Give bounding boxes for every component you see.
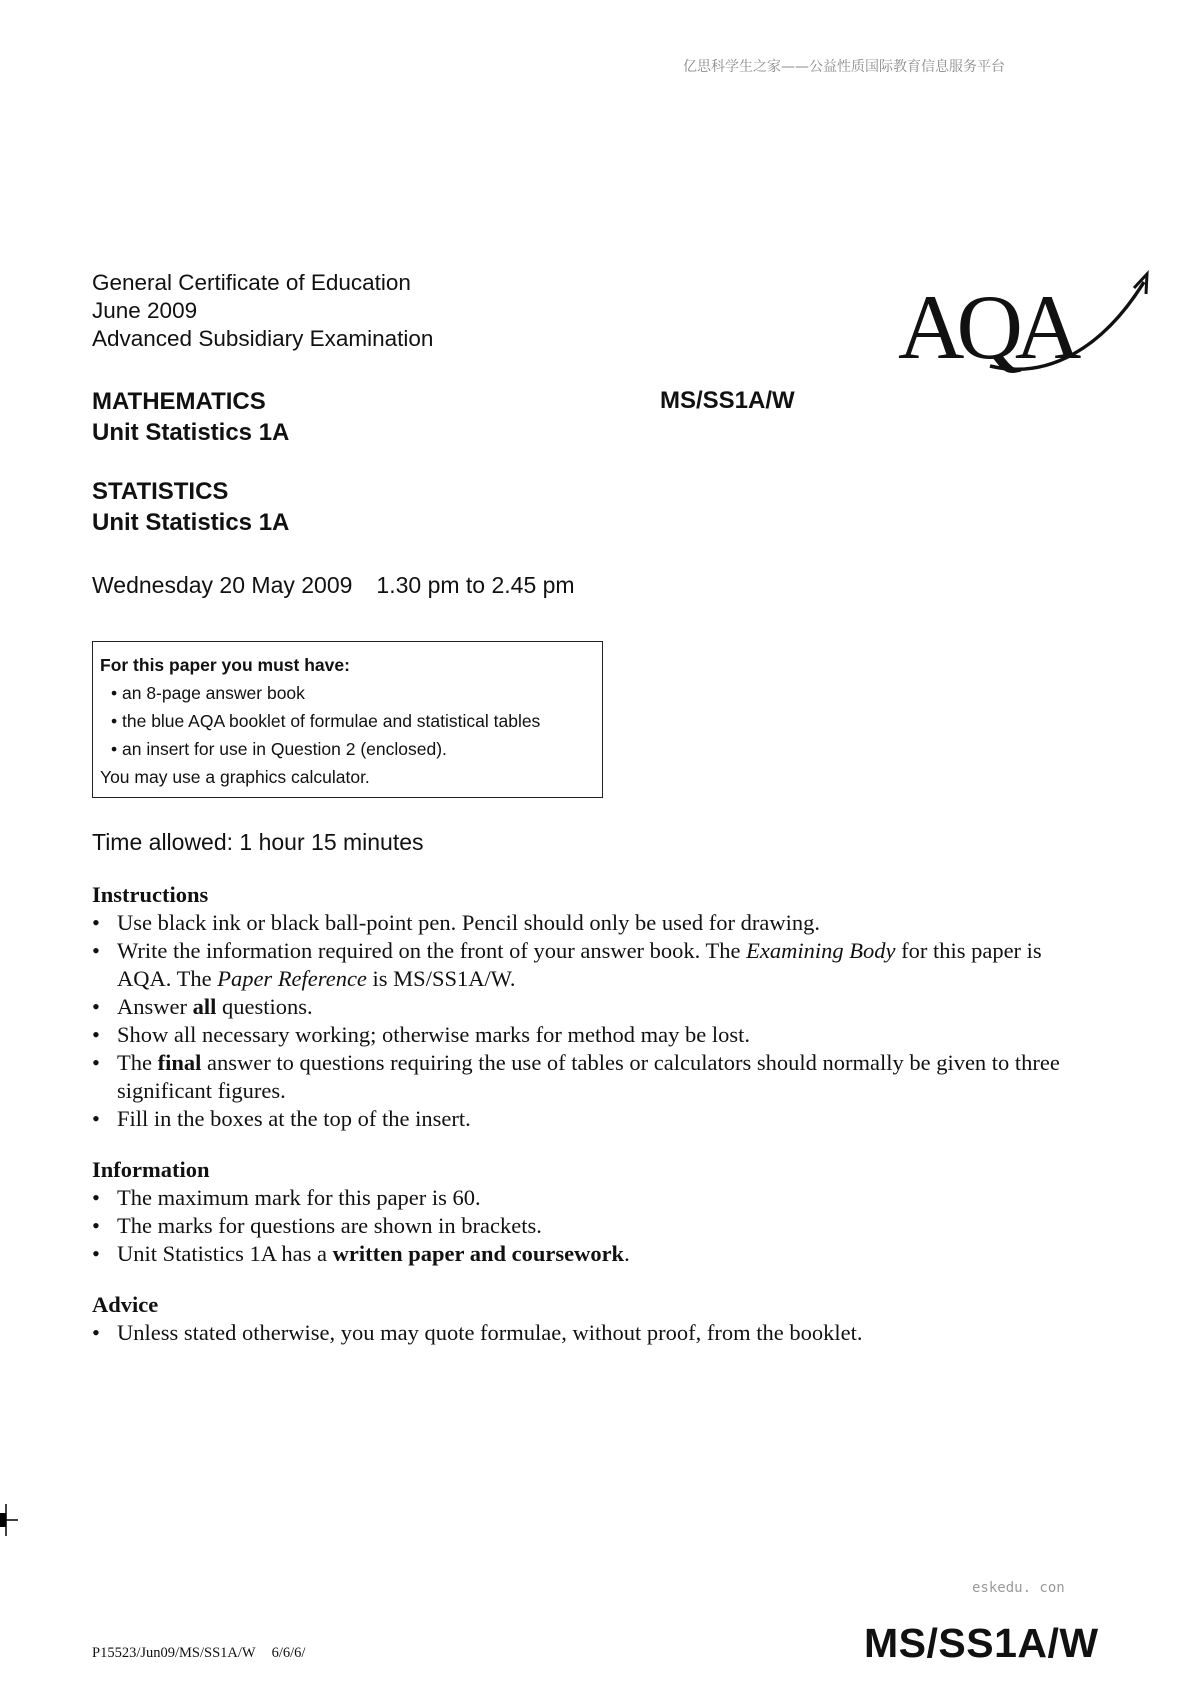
bold-run: final xyxy=(157,1050,202,1075)
text-run: . xyxy=(624,1241,630,1266)
exam-time: 1.30 pm to 2.45 pm xyxy=(376,572,575,598)
text-run: Write the information required on the front of your answer book. The xyxy=(117,938,747,963)
list-item: • The marks for questions are shown in brackets. xyxy=(92,1212,1092,1240)
list-item xyxy=(92,1240,1092,1268)
bold-run: written paper and coursework xyxy=(332,1241,625,1266)
watermark-bottom: eskedu. con xyxy=(972,1580,1065,1596)
bold-run: all xyxy=(192,994,217,1019)
exam-level-line: Advanced Subsidiary Examination xyxy=(92,326,434,351)
list-item: • Fill in the boxes at the top of the insert. xyxy=(92,1105,1092,1133)
text-run: is MS/SS1A/W. xyxy=(366,966,516,991)
time-allowed: Time allowed: 1 hour 15 minutes xyxy=(92,829,424,855)
text-run: Unit Statistics 1A has a xyxy=(117,1241,333,1266)
requirements-list xyxy=(100,679,602,763)
footer-sizes: 6/6/6/ xyxy=(271,1645,306,1661)
footer-paper-code: MS/SS1A/W xyxy=(864,1620,1099,1666)
instructions-section xyxy=(92,881,1092,1133)
unit-mathematics: Unit Statistics 1A xyxy=(92,419,290,446)
list-item xyxy=(92,1049,1092,1105)
advice-heading: Advice xyxy=(92,1292,159,1317)
advice-list xyxy=(92,1319,1092,1347)
list-item: • Show all necessary working; otherwise marks for method may be lost. xyxy=(92,1021,1092,1049)
list-item: • an insert for use in Question 2 (enclosed). xyxy=(100,735,602,763)
information-heading: Information xyxy=(92,1157,210,1182)
exam-date-line xyxy=(92,572,575,599)
advice-section xyxy=(92,1291,1092,1347)
text-run: questions. xyxy=(216,994,313,1019)
information-section xyxy=(92,1156,1092,1268)
logo-text: AQA xyxy=(898,276,1074,376)
instructions-heading: Instructions xyxy=(92,882,209,907)
requirements-heading: For this paper you must have: xyxy=(100,655,350,675)
list-item: • The maximum mark for this paper is 60. xyxy=(92,1184,1092,1212)
exam-date: Wednesday 20 May 2009 xyxy=(92,572,353,598)
subject-statistics: STATISTICS xyxy=(92,478,229,505)
instructions-list xyxy=(92,909,1092,1133)
italic-run: Examining Body xyxy=(746,938,896,963)
calculator-note: You may use a graphics calculator. xyxy=(100,767,370,787)
watermark-top: 亿思科学生之家——公益性质国际教育信息服务平台 xyxy=(683,59,1005,75)
text-run: Answer xyxy=(117,994,193,1019)
session-line: June 2009 xyxy=(92,298,198,323)
text-run: The xyxy=(117,1050,158,1075)
text-run: for this paper is AQA. The xyxy=(117,938,1042,991)
paper-code: MS/SS1A/W xyxy=(660,387,795,414)
list-item: • an 8-page answer book xyxy=(100,679,602,707)
subject-mathematics: MATHEMATICS xyxy=(92,388,266,415)
information-list xyxy=(92,1184,1092,1268)
text-run: answer to questions requiring the use of tables or calculators should normally be given to three significant figures. xyxy=(117,1050,1060,1103)
list-item: • Unless stated otherwise, you may quote formulae, without proof, from the booklet. xyxy=(92,1319,1092,1347)
list-item xyxy=(92,937,1092,993)
crop-mark-icon xyxy=(0,1500,18,1540)
list-item: • the blue AQA booklet of formulae and statistical tables xyxy=(100,707,602,735)
unit-statistics: Unit Statistics 1A xyxy=(92,509,290,536)
footer-ref-code: P15523/Jun09/MS/SS1A/W xyxy=(92,1645,256,1661)
list-item xyxy=(92,993,1092,1021)
italic-run: Paper Reference xyxy=(217,966,367,991)
aqa-swoosh-logo xyxy=(898,268,1152,376)
list-item: • Use black ink or black ball-point pen. Pencil should only be used for drawing. xyxy=(92,909,1092,937)
qualification-line: General Certificate of Education xyxy=(92,270,411,295)
footer-reference xyxy=(92,1645,305,1662)
requirements-box xyxy=(92,641,603,798)
